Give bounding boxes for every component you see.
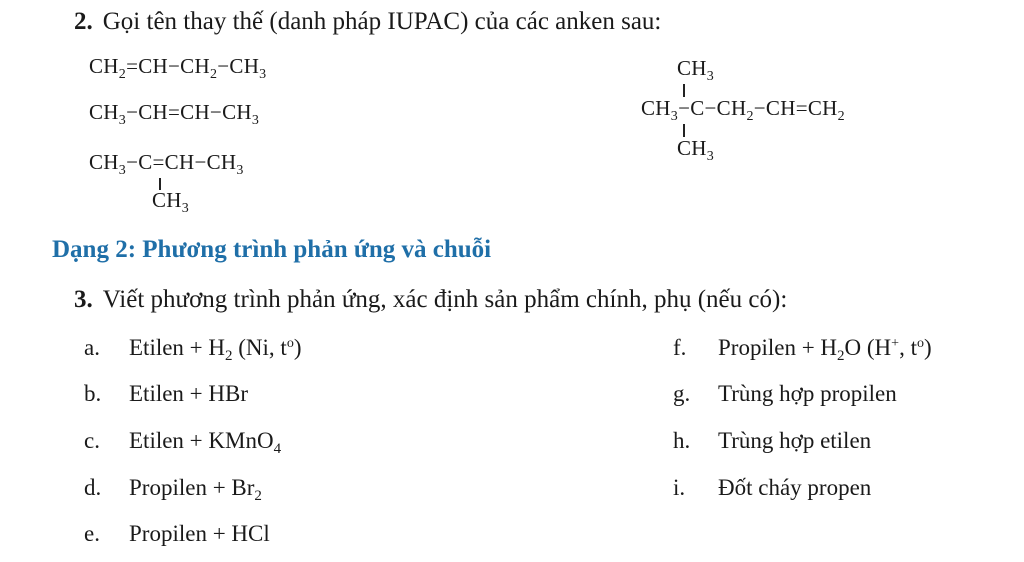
- formula-but-1-ene: $CH_2=CH-CH_2-CH_3$: [89, 54, 267, 82]
- question-2-heading: [74, 8, 661, 36]
- formula-but-2-ene: $CH_3-CH=CH-CH_3$: [89, 100, 260, 128]
- item-f: f. Propilen + $H_2O$ (H+, $t^o$): [673, 335, 932, 364]
- question-number: 2.: [74, 8, 93, 35]
- item-c: c. Etilen + KMnO$_4$: [84, 428, 282, 457]
- section-heading: Dạng 2: Phương trình phản ứng và chuỗi: [52, 236, 492, 263]
- formula-4-top-methyl: $CH_3$: [677, 56, 715, 84]
- question-text: Gọi tên thay thế (danh pháp IUPAC) của các anken sau:: [102, 8, 662, 35]
- question-number: 3.: [74, 286, 93, 313]
- item-b: b. Etilen + HBr: [84, 381, 249, 406]
- question-text: Viết phương trình phản ứng, xác định sản phẩm chính, phụ (nếu có):: [102, 286, 788, 313]
- formula-3-methyl-branch: $CH_3$: [152, 188, 190, 216]
- item-i: i. Đốt cháy propen: [673, 475, 872, 500]
- item-a: a. Etilen + $H_2$ (Ni, $t^o$): [84, 335, 302, 364]
- item-d: d. Propilen + $Br_2$: [84, 475, 262, 504]
- formula-2-methylbut-2-ene: $CH_3-C=CH-CH_3$: [89, 150, 244, 178]
- question-3-heading: [74, 286, 787, 314]
- formula-4-bottom-methyl: $CH_3$: [677, 136, 715, 164]
- item-g: g. Trùng hợp propilen: [673, 381, 897, 406]
- item-e: e. Propilen + HCl: [84, 521, 270, 546]
- formula-4-main-chain: $CH_3-C-CH_2-CH=CH_2$: [641, 96, 845, 124]
- item-h: h. Trùng hợp etilen: [673, 428, 872, 453]
